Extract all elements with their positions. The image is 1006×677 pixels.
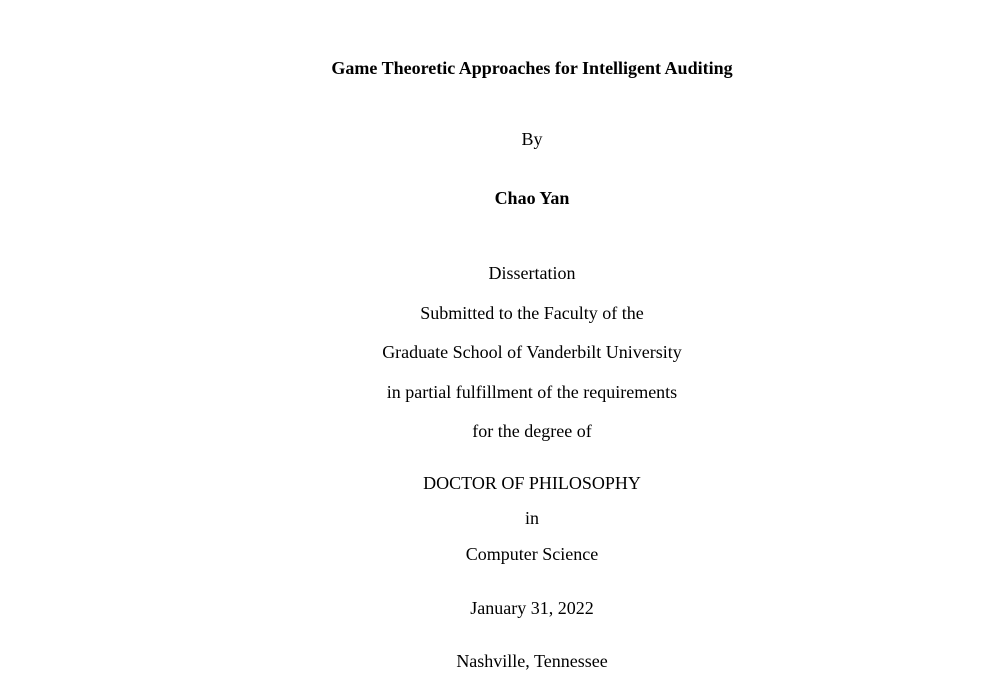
submission-line-2: Submitted to the Faculty of the bbox=[420, 303, 644, 323]
submission-line-1: Dissertation bbox=[488, 263, 576, 283]
in-label: in bbox=[524, 508, 539, 528]
field-of-study: Computer Science bbox=[465, 544, 599, 564]
submission-line-4: in partial fulfillment of the requirements bbox=[386, 382, 678, 402]
submission-line-3: Graduate School of Vanderbilt University bbox=[382, 342, 682, 362]
submission-line-5: for the degree of bbox=[472, 421, 592, 441]
by-label: By bbox=[521, 129, 543, 149]
submission-date: January 31, 2022 bbox=[470, 598, 594, 618]
degree-name: DOCTOR OF PHILOSOPHY bbox=[423, 473, 641, 493]
dissertation-title: Game Theoretic Approaches for Intelligent Auditing bbox=[331, 58, 733, 78]
author-name: Chao Yan bbox=[494, 188, 570, 208]
location: Nashville, Tennessee bbox=[456, 651, 608, 671]
